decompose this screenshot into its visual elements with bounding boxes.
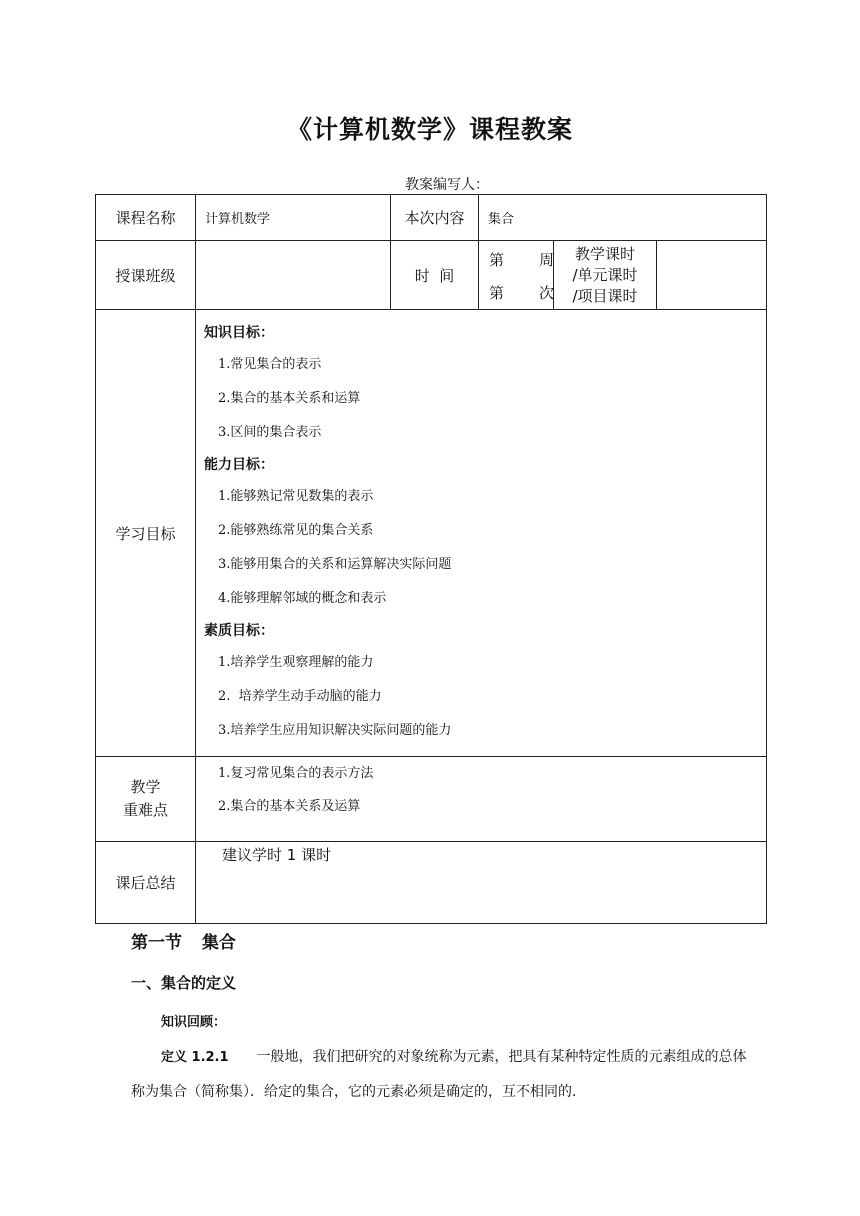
goal-heading: 素质目标： xyxy=(204,623,274,639)
times-prefix: 第 xyxy=(489,284,505,302)
key-label-line: 教学 xyxy=(130,778,161,796)
goals-cell xyxy=(196,310,767,757)
goal-heading: 能力目标： xyxy=(204,457,274,473)
times-suffix: 次 xyxy=(539,284,555,302)
definition-text: 一般地，我们把研究的对象统称为元素，把具有某种特定性质的元素组成的总体称为集合（简称集）．给定的集合，它的元素必须是确定的，互不相同的． xyxy=(131,1049,747,1100)
week-line xyxy=(489,249,555,270)
week-times-cell xyxy=(479,241,554,310)
course-name-label: 课程名称 xyxy=(96,195,196,241)
goal-item: 1.能够熟记常见数集的表示 xyxy=(218,489,374,504)
course-name-value: 计算机数学 xyxy=(196,195,391,241)
definition-paragraph xyxy=(131,1040,751,1109)
section-title: 第一节 集合 xyxy=(131,933,236,953)
key-label-line: 重难点 xyxy=(122,801,168,819)
key-points-cell xyxy=(196,757,767,842)
goal-item: 3.能够用集合的关系和运算解决实际问题 xyxy=(218,557,452,572)
goal-item: 3.培养学生应用知识解决实际问题的能力 xyxy=(218,723,452,738)
definition-label: 定义 1.2.1 xyxy=(161,1050,229,1065)
hours-label-line: /项目课时 xyxy=(572,286,638,305)
week-prefix: 第 xyxy=(489,251,505,269)
goal-item: 1.常见集合的表示 xyxy=(218,357,322,372)
key-points-label xyxy=(96,757,196,842)
subsection-title: 一、集合的定义 xyxy=(131,974,237,992)
summary-value: 建议学时 1 课时 xyxy=(196,842,767,924)
hours-label-line: /单元课时 xyxy=(572,265,638,284)
goal-item: 2.能够熟练常见的集合关系 xyxy=(218,523,374,538)
goal-item: 2.集合的基本关系和运算 xyxy=(218,391,361,406)
lesson-plan-table xyxy=(95,194,767,924)
goal-item: 1.培养学生观察理解的能力 xyxy=(218,655,374,670)
key-item: 1.复习常见集合的表示方法 xyxy=(218,766,374,781)
hours-value xyxy=(657,241,767,310)
goals-label: 学习目标 xyxy=(96,310,196,757)
goal-item: 3.区间的集合表示 xyxy=(218,425,322,440)
content-value: 集合 xyxy=(479,195,767,241)
recall-heading: 知识回顾： xyxy=(161,1015,227,1030)
time-label: 时 间 xyxy=(391,241,479,310)
author-label: 教案编写人： xyxy=(405,177,489,193)
hours-label xyxy=(554,241,657,310)
key-item: 2.集合的基本关系及运算 xyxy=(218,799,361,814)
document-title: 《计算机数学》课程教案 xyxy=(286,115,573,144)
week-suffix: 周 xyxy=(539,251,555,269)
hours-label-line: 教学课时 xyxy=(574,244,635,263)
content-label: 本次内容 xyxy=(391,195,479,241)
goal-item: 2. 培养学生动手动脑的能力 xyxy=(218,689,382,704)
class-value xyxy=(196,241,391,310)
class-label: 授课班级 xyxy=(96,241,196,310)
summary-label: 课后总结 xyxy=(96,842,196,924)
goal-item: 4.能够理解邻域的概念和表示 xyxy=(218,591,387,606)
goal-heading: 知识目标： xyxy=(204,325,274,341)
times-line xyxy=(489,282,555,303)
